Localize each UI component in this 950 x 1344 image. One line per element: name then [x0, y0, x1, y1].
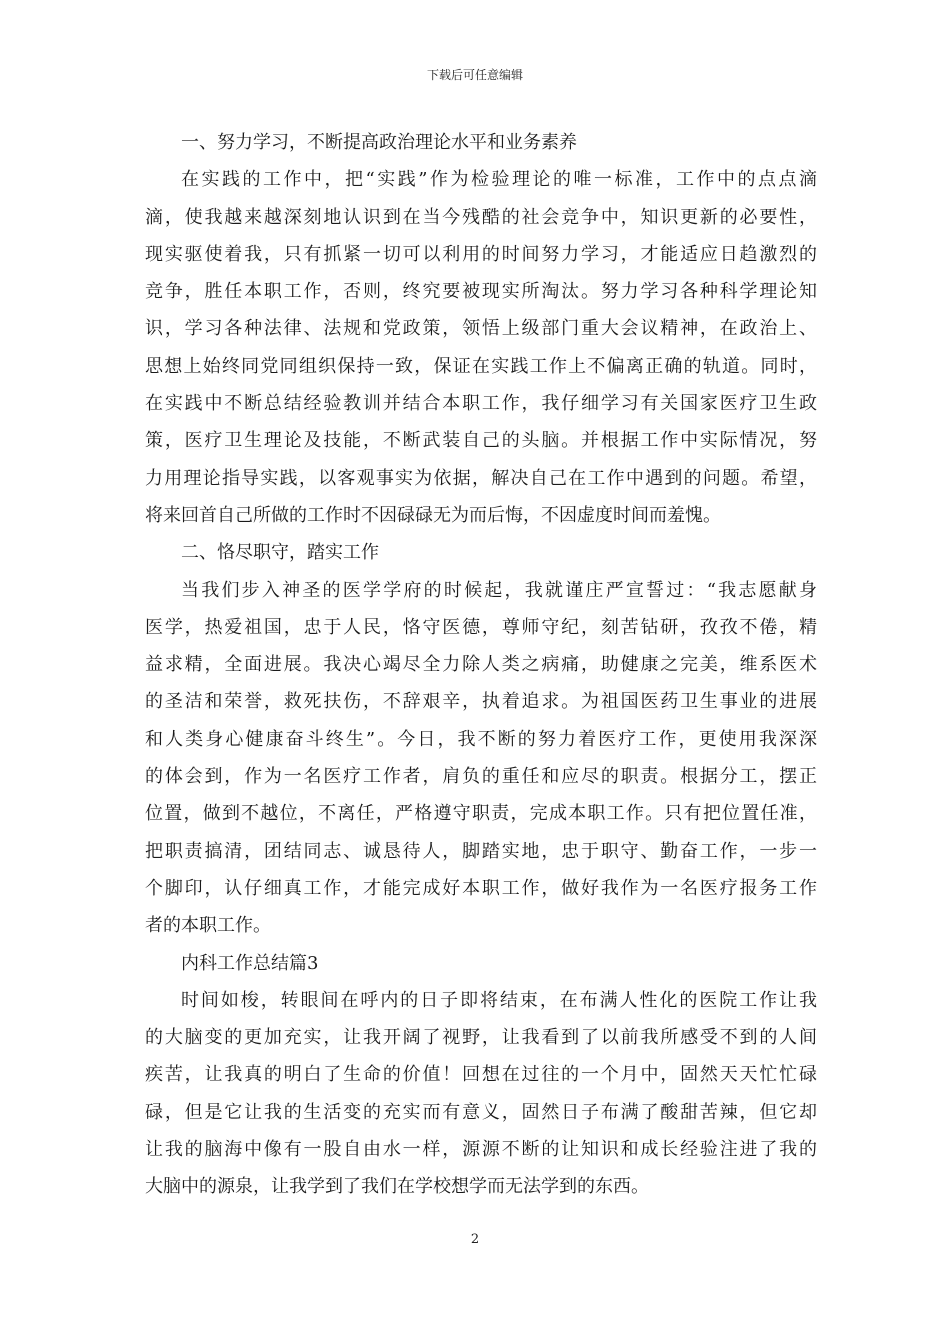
text-line: 益求精，全面进展。我决心竭尽全力除人类之病痛，助健康之完美，维系医术 — [145, 654, 817, 676]
text-line: 的大脑变的更加充实，让我开阔了视野，让我看到了以前我所感受不到的人间 — [145, 1027, 817, 1049]
text-line: 将来回首自己所做的工作时不因碌碌无为而后悔，不因虚度时间而羞愧。 — [145, 504, 721, 526]
text-line: 当我们步入神圣的医学学府的时候起，我就谨庄严宣誓过：“我志愿献身 — [181, 579, 817, 601]
text-line: 识，学习各种法律、法规和党政策，领悟上级部门重大会议精神，在政治上、 — [145, 318, 817, 340]
text-line: 位置，做到不越位，不离任，严格遵守职责，完成本职工作。只有把位置任准， — [145, 803, 817, 825]
page-header: 下载后可任意编辑 — [426, 68, 523, 82]
text-line: 和人类身心健康奋斗终生”。今日，我不断的努力着医疗工作，更使用我深深 — [145, 728, 817, 750]
text-line: 的体会到，作为一名医疗工作者，肩负的重任和应尽的职责。根据分工，摆正 — [145, 766, 817, 788]
text-line: 内科工作总结篇3 — [181, 952, 319, 974]
text-line: 者的本职工作。 — [145, 915, 271, 937]
text-line: 竞争，胜任本职工作，否则，终究要被现实所淘汰。努力学习各种科学理论知 — [145, 281, 817, 303]
text-line: 让我的脑海中像有一股自由水一样，源源不断的让知识和成长经验注进了我的 — [145, 1139, 817, 1161]
text-line: 一、努力学习，不断提高政治理论水平和业务素养 — [181, 132, 577, 153]
text-line: 的圣洁和荣誉，救死扶伤，不辞艰辛，执着追求。为祖国医药卫生事业的进展 — [145, 691, 817, 713]
text-line: 大脑中的源泉，让我学到了我们在学校想学而无法学到的东西。 — [145, 1176, 649, 1198]
text-line: 疾苦，让我真的明白了生命的价值！回想在过往的一个月中，固然天天忙忙碌 — [145, 1064, 817, 1086]
text-line: 时间如梭，转眼间在呼内的日子即将结束，在布满人性化的医院工作让我 — [181, 989, 817, 1011]
text-line: 碌，但是它让我的生活变的充实而有意义，固然日子布满了酸甜苦辣，但它却 — [145, 1101, 817, 1123]
text-line: 策，医疗卫生理论及技能，不断武装自己的头脑。并根据工作中实际情况，努 — [145, 430, 817, 452]
document-body — [145, 124, 817, 1206]
text-line: 滴，使我越来越深刻地认识到在当今残酷的社会竞争中，知识更新的必要性， — [145, 206, 817, 228]
text-line: 在实践中不断总结经验教训并结合本职工作，我仔细学习有关国家医疗卫生政 — [145, 393, 817, 415]
text-line: 把职责搞清，团结同志、诚恳待人，脚踏实地，忠于职守、勤奋工作，一步一 — [145, 840, 817, 862]
text-line: 在实践的工作中，把“实践”作为检验理论的唯一标准，工作中的点点滴 — [181, 169, 817, 191]
page-number: 2 — [470, 1232, 480, 1247]
text-line: 二、恪尽职守，踏实工作 — [181, 542, 379, 564]
text-line: 现实驱使着我，只有抓紧一切可以利用的时间努力学习，才能适应日趋激烈的 — [145, 243, 817, 265]
text-line: 个脚印，认仔细真工作，才能完成好本职工作，做好我作为一名医疗报务工作 — [145, 877, 817, 899]
text-line: 思想上始终同党同组织保持一致，保证在实践工作上不偏离正确的轨道。同时， — [145, 355, 817, 377]
text-line: 医学，热爱祖国，忠于人民，恪守医德，尊师守纪，刻苦钻研，孜孜不倦，精 — [145, 616, 817, 638]
text-line: 力用理论指导实践，以客观事实为依据，解决自己在工作中遇到的问题。希望， — [145, 467, 817, 489]
